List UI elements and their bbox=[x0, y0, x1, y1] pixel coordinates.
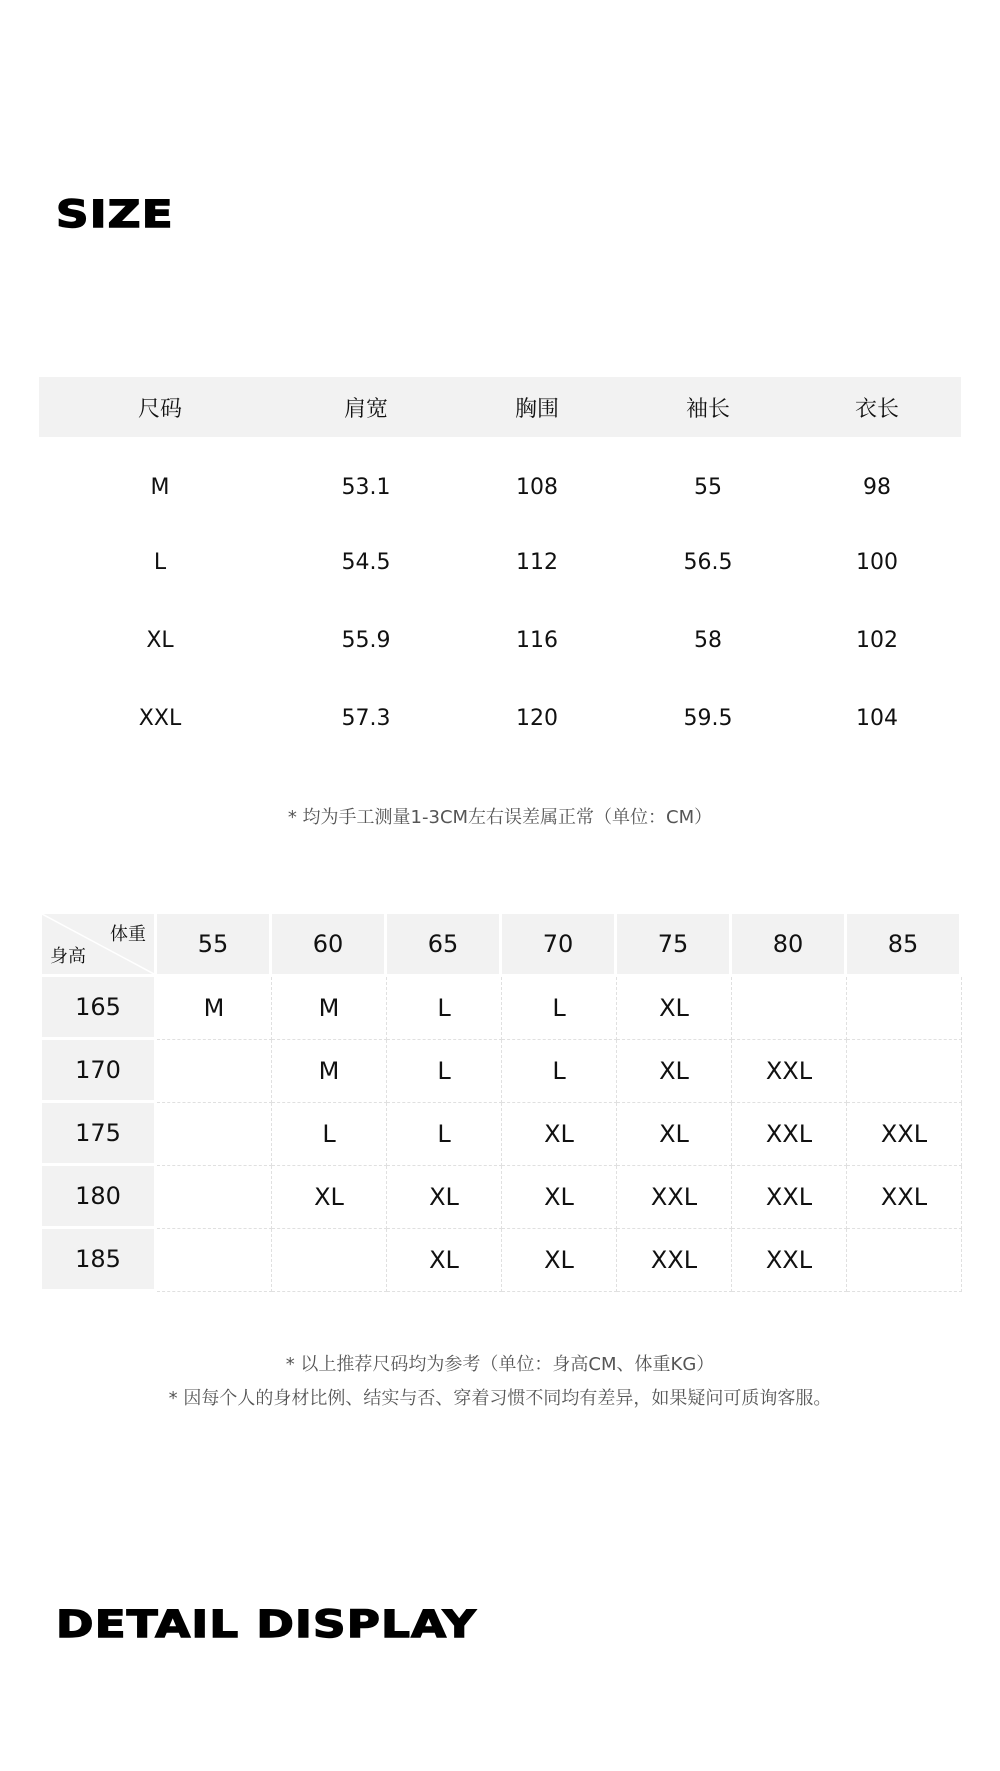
recommended-size-cell: XL bbox=[617, 977, 732, 1040]
recommended-size-cell: XXL bbox=[732, 1166, 847, 1229]
table-row bbox=[39, 679, 961, 757]
height-header-cell: 175 bbox=[42, 1103, 157, 1166]
table-cell: 55 bbox=[694, 474, 722, 500]
weight-axis-label: 体重 bbox=[110, 924, 146, 945]
recommended-size-cell: L bbox=[387, 1103, 502, 1166]
weight-header-cell: 65 bbox=[387, 914, 502, 977]
table-row bbox=[39, 523, 961, 601]
recommended-size-cell: XXL bbox=[617, 1166, 732, 1229]
height-header-cell: 180 bbox=[42, 1166, 157, 1229]
table-cell: 57.3 bbox=[341, 705, 391, 731]
weight-header-cell: 75 bbox=[617, 914, 732, 977]
recommendation-note: * 以上推荐尺码均为参考（单位：身高CM、体重KG） bbox=[285, 1354, 715, 1375]
recommended-size-cell: XL bbox=[502, 1103, 617, 1166]
recommended-size-cell: XL bbox=[387, 1166, 502, 1229]
table-cell: 54.5 bbox=[341, 549, 391, 575]
table-cell: XL bbox=[146, 627, 174, 653]
recommended-size-cell: XXL bbox=[847, 1166, 962, 1229]
table-cell: 56.5 bbox=[683, 549, 733, 575]
weight-header-cell: 55 bbox=[157, 914, 272, 977]
recommended-size-cell: XL bbox=[617, 1040, 732, 1103]
table-row bbox=[39, 437, 961, 523]
recommended-size-cell: L bbox=[502, 1040, 617, 1103]
recommended-size-cell: M bbox=[272, 1040, 387, 1103]
detail-display-heading: DETAIL DISPLAY bbox=[56, 1603, 477, 1646]
table-cell: 120 bbox=[516, 705, 558, 731]
table-row bbox=[39, 601, 961, 679]
recommended-size-cell bbox=[157, 1040, 272, 1103]
height-header-cell: 165 bbox=[42, 977, 157, 1040]
recommended-size-cell: L bbox=[387, 977, 502, 1040]
recommended-size-cell: XL bbox=[617, 1103, 732, 1166]
weight-header-cell: 60 bbox=[272, 914, 387, 977]
table-cell: 112 bbox=[516, 549, 558, 575]
recommended-size-cell: XL bbox=[387, 1229, 502, 1292]
recommended-size-cell: M bbox=[157, 977, 272, 1040]
recommended-size-cell: XXL bbox=[617, 1229, 732, 1292]
recommended-size-cell bbox=[847, 1040, 962, 1103]
size-heading: SIZE bbox=[56, 193, 174, 236]
grid-corner-header bbox=[42, 914, 157, 977]
table-cell: 55.9 bbox=[341, 627, 391, 653]
recommended-size-cell: XXL bbox=[847, 1103, 962, 1166]
weight-header-cell: 80 bbox=[732, 914, 847, 977]
recommended-size-cell: L bbox=[502, 977, 617, 1040]
header-shoulder: 肩宽 bbox=[281, 377, 451, 437]
recommended-size-cell: XL bbox=[272, 1166, 387, 1229]
weight-header-cell: 85 bbox=[847, 914, 962, 977]
table-cell: 116 bbox=[516, 627, 558, 653]
table-cell: 59.5 bbox=[683, 705, 733, 731]
recommended-size-cell: XXL bbox=[732, 1229, 847, 1292]
recommended-size-cell: XL bbox=[502, 1229, 617, 1292]
recommended-size-cell: XXL bbox=[732, 1040, 847, 1103]
recommended-size-cell: L bbox=[272, 1103, 387, 1166]
recommended-size-cell: XL bbox=[502, 1166, 617, 1229]
table-cell: 58 bbox=[694, 627, 722, 653]
recommended-size-cell bbox=[847, 977, 962, 1040]
table-cell: L bbox=[153, 549, 167, 575]
table-cell: 98 bbox=[863, 474, 891, 500]
measurement-note: * 均为手工测量1-3CM左右误差属正常（单位：CM） bbox=[287, 807, 713, 828]
recommended-size-cell bbox=[732, 977, 847, 1040]
recommended-size-cell bbox=[272, 1229, 387, 1292]
header-length: 衣长 bbox=[793, 377, 961, 437]
table-cell: M bbox=[150, 474, 170, 500]
recommended-size-cell: M bbox=[272, 977, 387, 1040]
recommended-size-cell bbox=[157, 1166, 272, 1229]
table-cell: XXL bbox=[138, 705, 182, 731]
size-recommendation-grid bbox=[42, 914, 962, 1292]
measurement-table bbox=[39, 377, 961, 757]
table-cell: 53.1 bbox=[341, 474, 391, 500]
measurement-header-row bbox=[39, 377, 961, 437]
recommended-size-cell: L bbox=[387, 1040, 502, 1103]
recommended-size-cell bbox=[157, 1103, 272, 1166]
header-sleeve: 袖长 bbox=[623, 377, 793, 437]
recommended-size-cell bbox=[157, 1229, 272, 1292]
header-size: 尺码 bbox=[39, 377, 281, 437]
recommended-size-cell: XXL bbox=[732, 1103, 847, 1166]
header-chest: 胸围 bbox=[451, 377, 623, 437]
recommended-size-cell bbox=[847, 1229, 962, 1292]
height-header-cell: 185 bbox=[42, 1229, 157, 1292]
disclaimer-note: * 因每个人的身材比例、结实与否、穿着习惯不同均有差异，如果疑问可质询客服。 bbox=[168, 1388, 832, 1409]
weight-header-cell: 70 bbox=[502, 914, 617, 977]
table-cell: 108 bbox=[516, 474, 558, 500]
table-cell: 102 bbox=[856, 627, 898, 653]
height-header-cell: 170 bbox=[42, 1040, 157, 1103]
table-cell: 104 bbox=[856, 705, 898, 731]
table-cell: 100 bbox=[856, 549, 898, 575]
height-axis-label: 身高 bbox=[50, 946, 86, 967]
